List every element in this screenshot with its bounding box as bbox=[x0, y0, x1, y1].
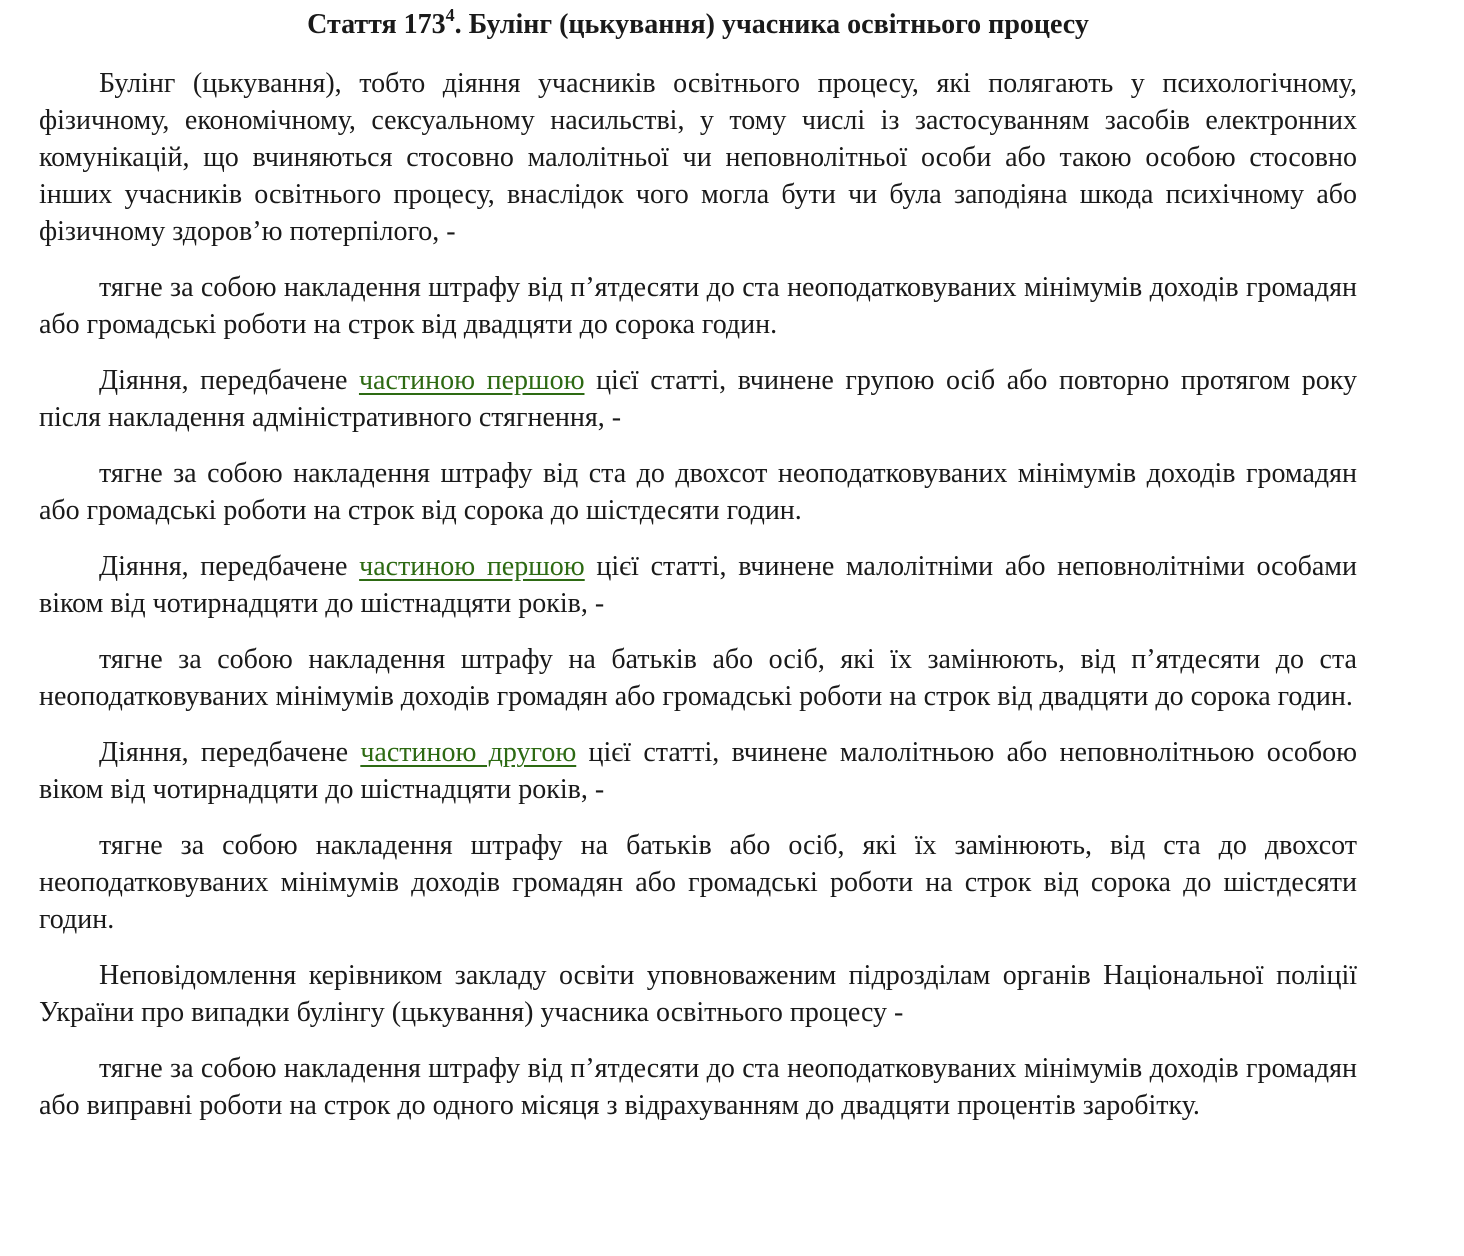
link-part-one[interactable]: частиною першою bbox=[359, 551, 585, 582]
paragraph-text: Діяння, передбачене bbox=[99, 737, 361, 768]
paragraph-text: Діяння, передбачене bbox=[99, 551, 360, 582]
paragraph-text: цієї статті, вчинене групою осіб або повторно протягом року після накладення адміністративного стягнення, - bbox=[39, 365, 1357, 433]
link-part-one[interactable]: частиною першою bbox=[358, 365, 585, 396]
article-title bbox=[39, 4, 1357, 46]
paragraph-penalty-5: тягне за собою накладення штрафу від п’ятдесяти до ста неоподатковуваних мінімумів доходів громадян або виправні роботи на строк до одного місяця з відрахуванням до двадцяти процентів заробітку. bbox=[39, 1053, 1357, 1121]
paragraph-part-4 bbox=[39, 734, 1357, 808]
article-title-suffix: . Булінг (цькування) учасника освітнього процесу bbox=[454, 9, 1089, 40]
paragraph-penalty-3: тягне за собою накладення штрафу на батьків або осіб, які їх замінюють, від п’ятдесяти до ста неоподатковуваних мінімумів доходів громадян або громадські роботи на строк від двадцяти до сорока годин. bbox=[39, 644, 1357, 712]
paragraph-penalty-4: тягне за собою накладення штрафу на батьків або осіб, які їх замінюють, від ста до двохсот неоподатковуваних мінімумів доходів громадян або громадські роботи на строк від сорока до шістдесяти годин. bbox=[39, 830, 1357, 935]
paragraph-text: Діяння, передбачене bbox=[99, 365, 359, 396]
link-part-two[interactable]: частиною другою bbox=[360, 737, 577, 768]
article-title-prefix: Стаття 173 bbox=[307, 9, 446, 40]
paragraph-text: цієї статті, вчинене малолітньою або неповнолітньою особою віком від чотирнадцяти до шістнадцяти років, - bbox=[39, 737, 1357, 805]
paragraph-text: цієї статті, вчинене малолітніми або неповнолітніми особами віком від чотирнадцяти до шістнадцяти років, - bbox=[39, 551, 1357, 619]
paragraph-part-2 bbox=[39, 362, 1357, 436]
paragraph-penalty-1: тягне за собою накладення штрафу від п’ятдесяти до ста неоподатковуваних мінімумів доходів громадян або громадські роботи на строк від двадцяти до сорока годин. bbox=[39, 272, 1357, 340]
paragraph-part-3 bbox=[39, 548, 1357, 622]
paragraph-part-5: Неповідомлення керівником закладу освіти уповноваженим підрозділам органів Національної поліції України про випадки булінгу (цькування) учасника освітнього процесу - bbox=[39, 960, 1357, 1028]
paragraph-definition: Булінг (цькування), тобто діяння учасників освітнього процесу, які полягають у психологічному, фізичному, економічному, сексуальному насильстві, у тому числі із застосуванням засобів електронних комунікацій, що вчиняються стосовно малолітньої чи неповнолітньої особи або такою особою стосовно інших учасників освітнього процесу, внаслідок чого могла бути чи була заподіяна шкода психічному або фізичному здоров’ю потерпілого, - bbox=[39, 68, 1357, 247]
paragraph-penalty-2: тягне за собою накладення штрафу від ста до двохсот неоподатковуваних мінімумів доходів громадян або громадські роботи на строк від сорока до шістдесяти годин. bbox=[39, 458, 1357, 526]
article-title-superscript: 4 bbox=[445, 4, 455, 25]
